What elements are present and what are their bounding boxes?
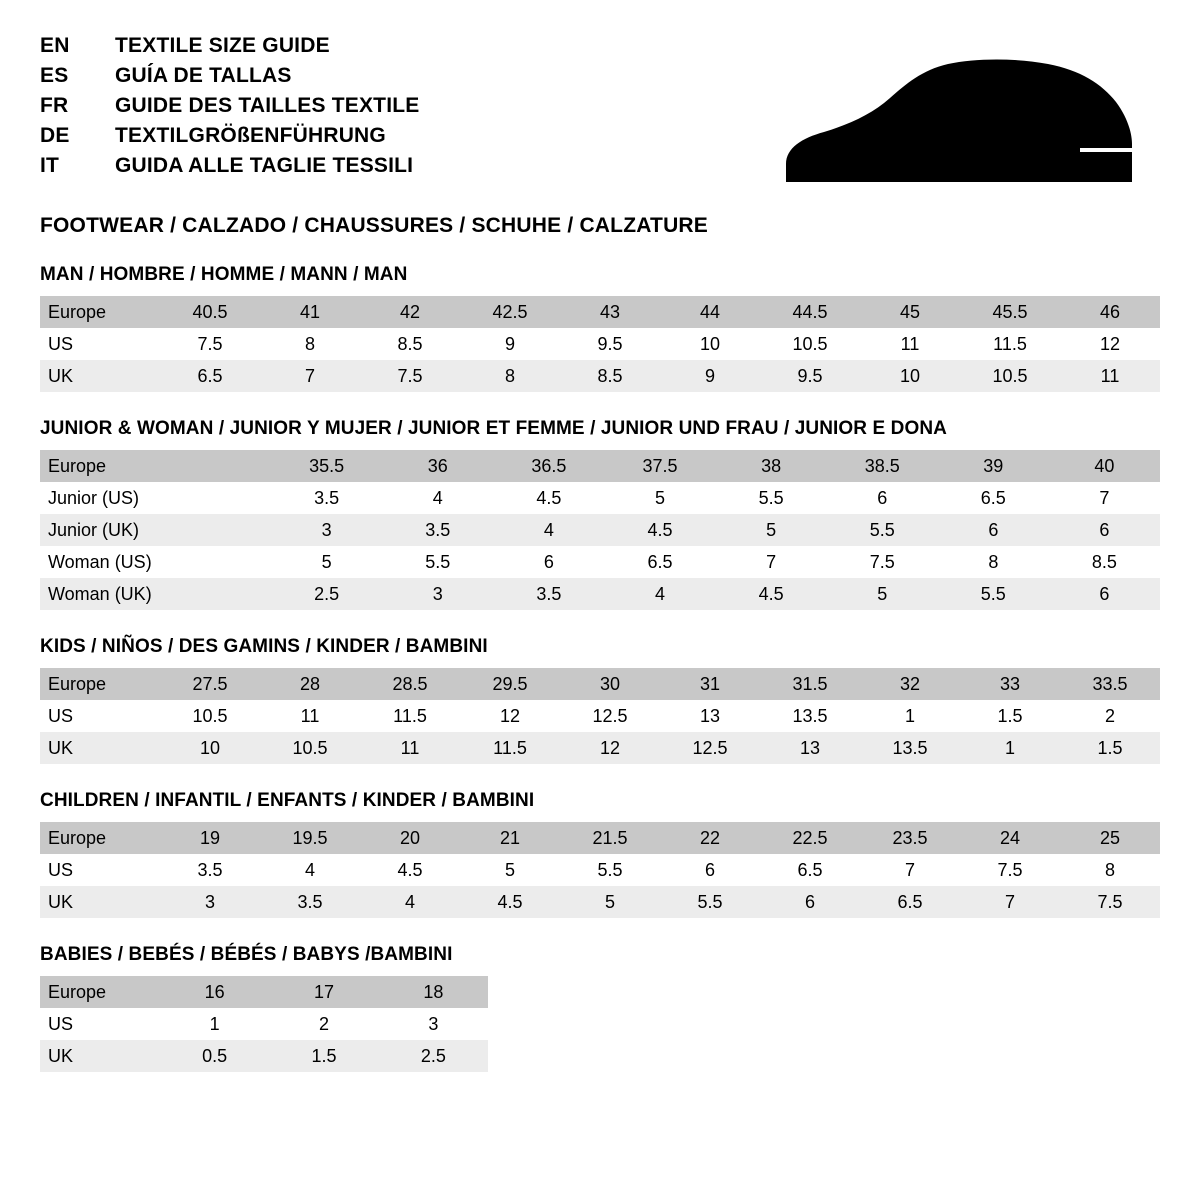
cell: 28.5 — [360, 668, 460, 700]
cell: 18 — [379, 976, 488, 1008]
cell: 1 — [160, 1008, 269, 1040]
cell: 8.5 — [360, 328, 460, 360]
cell: 6 — [1049, 514, 1160, 546]
cell — [160, 482, 271, 514]
table-row — [40, 1008, 488, 1040]
language-title: GUÍA DE TALLAS — [115, 64, 292, 87]
cell: 46 — [1060, 296, 1160, 328]
cell: 36 — [382, 450, 493, 482]
cell: 10 — [160, 732, 260, 764]
cell: 42.5 — [460, 296, 560, 328]
cell: 12 — [460, 700, 560, 732]
cell: 7 — [716, 546, 827, 578]
cell: 3 — [382, 578, 493, 610]
cell: 7.5 — [1060, 886, 1160, 918]
cell: 1 — [860, 700, 960, 732]
cell: 4 — [260, 854, 360, 886]
cell: 12.5 — [560, 700, 660, 732]
language-code: EN — [40, 34, 70, 57]
cell: 8 — [1060, 854, 1160, 886]
cell: 43 — [560, 296, 660, 328]
cell: 5 — [271, 546, 382, 578]
cell: 6 — [660, 854, 760, 886]
cell: 31 — [660, 668, 760, 700]
cell: 6 — [493, 546, 604, 578]
table-row — [40, 328, 1160, 360]
cell: 13.5 — [860, 732, 960, 764]
cell: 4.5 — [460, 886, 560, 918]
language-title: GUIDA ALLE TAGLIE TESSILI — [115, 154, 414, 177]
cell: 7.5 — [827, 546, 938, 578]
cell: 16 — [160, 976, 269, 1008]
cell: 9.5 — [760, 360, 860, 392]
cell: 36.5 — [493, 450, 604, 482]
cell: 10.5 — [960, 360, 1060, 392]
cell: 3 — [271, 514, 382, 546]
cell: 6.5 — [160, 360, 260, 392]
table-title: JUNIOR & WOMAN / JUNIOR Y MUJER / JUNIOR ET FEMME / JUNIOR UND FRAU / JUNIOR E DONA — [40, 418, 948, 439]
cell: 5 — [827, 578, 938, 610]
cell: 2 — [269, 1008, 378, 1040]
cell: 45.5 — [960, 296, 1060, 328]
cell — [160, 578, 271, 610]
row-label: UK — [40, 360, 160, 392]
cell: 5.5 — [938, 578, 1049, 610]
cell: 3.5 — [260, 886, 360, 918]
cell: 33 — [960, 668, 1060, 700]
table-row — [40, 546, 1160, 578]
cell: 4.5 — [360, 854, 460, 886]
size-table — [40, 822, 1160, 918]
cell: 32 — [860, 668, 960, 700]
row-label: Europe — [40, 296, 160, 328]
cell — [160, 450, 271, 482]
cell: 13 — [660, 700, 760, 732]
cell: 7 — [260, 360, 360, 392]
cell: 4 — [360, 886, 460, 918]
cell: 11.5 — [460, 732, 560, 764]
table-row — [40, 514, 1160, 546]
page-header — [40, 34, 1160, 238]
row-label: UK — [40, 732, 160, 764]
cell: 38.5 — [827, 450, 938, 482]
cell: 10 — [660, 328, 760, 360]
cell: 6 — [1049, 578, 1160, 610]
cell: 22 — [660, 822, 760, 854]
row-label: Europe — [40, 822, 160, 854]
cell — [160, 546, 271, 578]
row-label: Woman (UK) — [40, 578, 160, 610]
cell: 37.5 — [604, 450, 715, 482]
cell: 8 — [460, 360, 560, 392]
table-row — [40, 578, 1160, 610]
cell: 33.5 — [1060, 668, 1160, 700]
size-table-block-children — [40, 790, 1160, 918]
cell: 8.5 — [1049, 546, 1160, 578]
size-table — [40, 668, 1160, 764]
cell: 38 — [716, 450, 827, 482]
table-row — [40, 482, 1160, 514]
cell: 10 — [860, 360, 960, 392]
cell: 4.5 — [604, 514, 715, 546]
language-code: DE — [40, 124, 70, 147]
size-table — [40, 296, 1160, 392]
row-label: US — [40, 1008, 160, 1040]
cell: 3 — [379, 1008, 488, 1040]
cell: 3.5 — [382, 514, 493, 546]
cell: 44 — [660, 296, 760, 328]
cell: 6.5 — [760, 854, 860, 886]
row-label: UK — [40, 1040, 160, 1072]
row-label: Junior (US) — [40, 482, 160, 514]
cell: 10.5 — [760, 328, 860, 360]
size-table — [40, 450, 1160, 610]
table-row — [40, 360, 1160, 392]
cell: 4.5 — [716, 578, 827, 610]
cell: 10.5 — [260, 732, 360, 764]
language-code: ES — [40, 64, 69, 87]
cell: 11.5 — [960, 328, 1060, 360]
cell: 45 — [860, 296, 960, 328]
cell: 19 — [160, 822, 260, 854]
cell: 9 — [660, 360, 760, 392]
table-row — [40, 1040, 488, 1072]
cell: 40 — [1049, 450, 1160, 482]
cell: 2.5 — [271, 578, 382, 610]
cell: 6 — [827, 482, 938, 514]
language-title: TEXTILGRÖßENFÜHRUNG — [115, 124, 386, 147]
cell: 2 — [1060, 700, 1160, 732]
row-label: Junior (UK) — [40, 514, 160, 546]
language-code: FR — [40, 94, 69, 117]
cell: 10.5 — [160, 700, 260, 732]
language-title: GUIDE DES TAILLES TEXTILE — [115, 94, 420, 117]
cell: 1.5 — [960, 700, 1060, 732]
language-title: TEXTILE SIZE GUIDE — [115, 34, 330, 57]
cell: 12 — [1060, 328, 1160, 360]
cell: 12.5 — [660, 732, 760, 764]
table-title: KIDS / NIÑOS / DES GAMINS / KINDER / BAMBINI — [40, 636, 488, 657]
cell: 3.5 — [493, 578, 604, 610]
cell: 28 — [260, 668, 360, 700]
cell: 21 — [460, 822, 560, 854]
table-row — [40, 976, 488, 1008]
cell — [160, 514, 271, 546]
dress-shoe-icon — [780, 52, 1140, 192]
size-table-block-babies — [40, 944, 1160, 1072]
table-row — [40, 700, 1160, 732]
table-title: CHILDREN / INFANTIL / ENFANTS / KINDER / BAMBINI — [40, 790, 535, 811]
language-code: IT — [40, 154, 60, 177]
cell: 7.5 — [160, 328, 260, 360]
table-row — [40, 822, 1160, 854]
cell: 24 — [960, 822, 1060, 854]
cell: 5.5 — [827, 514, 938, 546]
cell: 8.5 — [560, 360, 660, 392]
cell: 17 — [269, 976, 378, 1008]
category-heading: FOOTWEAR / CALZADO / CHAUSSURES / SCHUHE / CALZATURE — [40, 214, 709, 237]
cell: 9.5 — [560, 328, 660, 360]
cell: 6 — [938, 514, 1049, 546]
cell: 8 — [260, 328, 360, 360]
cell: 11.5 — [360, 700, 460, 732]
size-table-block-kids — [40, 636, 1160, 764]
cell: 27.5 — [160, 668, 260, 700]
table-row — [40, 854, 1160, 886]
cell: 7 — [860, 854, 960, 886]
row-label: Europe — [40, 450, 160, 482]
table-row — [40, 450, 1160, 482]
cell: 21.5 — [560, 822, 660, 854]
cell: 5.5 — [660, 886, 760, 918]
cell: 4 — [493, 514, 604, 546]
cell: 13.5 — [760, 700, 860, 732]
cell: 5.5 — [560, 854, 660, 886]
size-table — [40, 976, 488, 1072]
cell: 6.5 — [860, 886, 960, 918]
size-table-block-man — [40, 264, 1160, 392]
cell: 3.5 — [160, 854, 260, 886]
cell: 3 — [160, 886, 260, 918]
cell: 5 — [560, 886, 660, 918]
row-label: UK — [40, 886, 160, 918]
cell: 9 — [460, 328, 560, 360]
cell: 11 — [360, 732, 460, 764]
cell: 5 — [460, 854, 560, 886]
cell: 11 — [1060, 360, 1160, 392]
cell: 13 — [760, 732, 860, 764]
cell: 31.5 — [760, 668, 860, 700]
cell: 11 — [860, 328, 960, 360]
cell: 19.5 — [260, 822, 360, 854]
cell: 5.5 — [382, 546, 493, 578]
cell: 29.5 — [460, 668, 560, 700]
row-label: Europe — [40, 668, 160, 700]
table-row — [40, 732, 1160, 764]
row-label: US — [40, 328, 160, 360]
row-label: Woman (US) — [40, 546, 160, 578]
cell: 35.5 — [271, 450, 382, 482]
cell: 22.5 — [760, 822, 860, 854]
cell: 40.5 — [160, 296, 260, 328]
table-title: BABIES / BEBÉS / BÉBÉS / BABYS /BAMBINI — [40, 944, 453, 965]
cell: 23.5 — [860, 822, 960, 854]
cell: 44.5 — [760, 296, 860, 328]
cell: 12 — [560, 732, 660, 764]
cell: 1.5 — [1060, 732, 1160, 764]
cell: 5 — [716, 514, 827, 546]
cell: 8 — [938, 546, 1049, 578]
table-row — [40, 296, 1160, 328]
cell: 20 — [360, 822, 460, 854]
cell: 5.5 — [716, 482, 827, 514]
cell: 2.5 — [379, 1040, 488, 1072]
cell: 4 — [604, 578, 715, 610]
cell: 4.5 — [493, 482, 604, 514]
size-table-block-junior-woman — [40, 418, 1160, 610]
cell: 7.5 — [960, 854, 1060, 886]
cell: 3.5 — [271, 482, 382, 514]
cell: 0.5 — [160, 1040, 269, 1072]
cell: 7 — [1049, 482, 1160, 514]
cell: 1 — [960, 732, 1060, 764]
table-title: MAN / HOMBRE / HOMME / MANN / MAN — [40, 264, 408, 285]
cell: 41 — [260, 296, 360, 328]
cell: 6.5 — [604, 546, 715, 578]
cell: 25 — [1060, 822, 1160, 854]
cell: 5 — [604, 482, 715, 514]
cell: 42 — [360, 296, 460, 328]
cell: 7 — [960, 886, 1060, 918]
cell: 30 — [560, 668, 660, 700]
cell: 6 — [760, 886, 860, 918]
cell: 11 — [260, 700, 360, 732]
cell: 39 — [938, 450, 1049, 482]
cell: 1.5 — [269, 1040, 378, 1072]
cell: 7.5 — [360, 360, 460, 392]
cell: 6.5 — [938, 482, 1049, 514]
row-label: US — [40, 854, 160, 886]
row-label: US — [40, 700, 160, 732]
table-row — [40, 886, 1160, 918]
cell: 4 — [382, 482, 493, 514]
table-row — [40, 668, 1160, 700]
row-label: Europe — [40, 976, 160, 1008]
